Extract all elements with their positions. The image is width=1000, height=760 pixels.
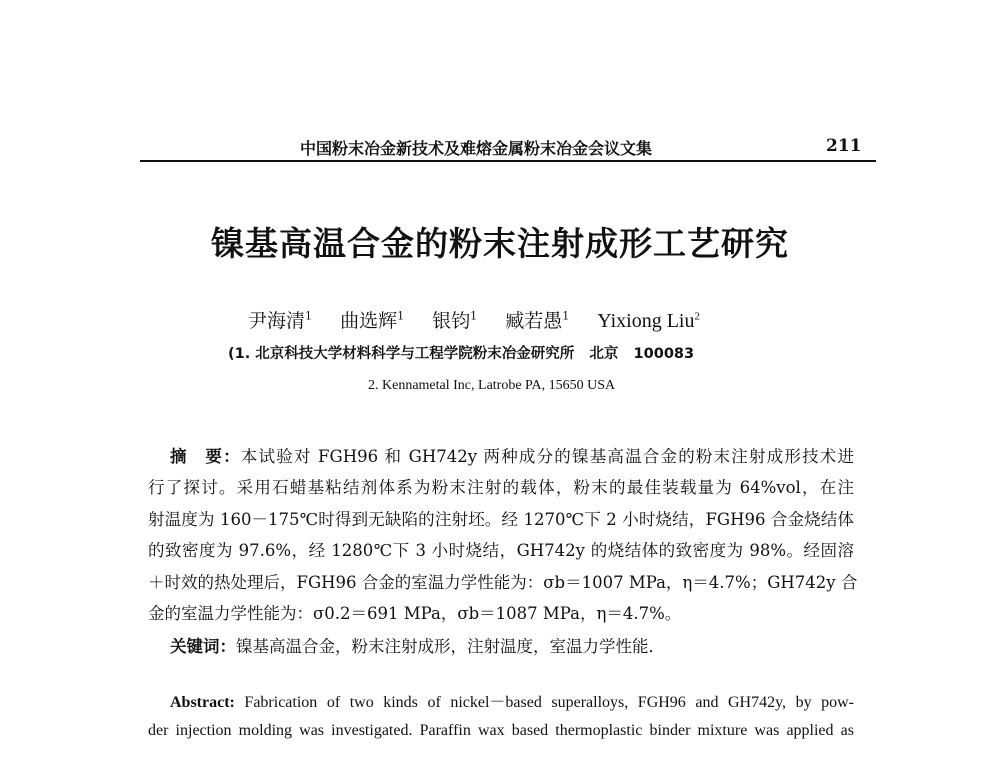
abstract-label: 摘 要： bbox=[170, 447, 241, 466]
author-name: 尹海清 bbox=[248, 310, 306, 332]
abstract-en-line: der injection molding was investigated. Paraffin wax based thermoplastic binder mixture was applied as bbox=[148, 722, 854, 739]
abstract-cn-line: 行了探讨。采用石蜡基粘结剂体系为粉末注射的载体，粉末的最佳装载量为 64%vol，在注 bbox=[148, 478, 854, 497]
affiliation-1: (1. 北京科技大学材料科学与工程学院粉末冶金研究所 北京 100083 bbox=[228, 346, 695, 362]
running-header: 中国粉末冶金新技术及难熔金属粉末冶金会议文集 bbox=[300, 139, 653, 158]
author-name: 银钧 bbox=[432, 310, 471, 332]
author bbox=[340, 310, 404, 332]
abstract-cn-line bbox=[170, 443, 854, 465]
abstract-cn-line: ＋时效的热处理后，FGH96 合金的室温力学性能为：σb＝1007 MPa，η＝4.7%；GH742y 合 bbox=[148, 573, 858, 592]
abstract-en-text: Fabrication of two kinds of nickel－based superalloys, FGH96 and GH742y, by pow- bbox=[244, 694, 855, 711]
author-list bbox=[248, 306, 700, 333]
keywords-label: 关键词： bbox=[170, 637, 236, 656]
author bbox=[505, 310, 569, 332]
keywords bbox=[170, 633, 876, 655]
author-name: 曲选辉 bbox=[340, 310, 398, 332]
author bbox=[248, 310, 312, 332]
aff-mark: 1 bbox=[397, 309, 405, 323]
abstract-cn-line: 的致密度为 97.6%，经 1280℃下 3 小时烧结，GH742y 的烧结体的致密度为 98%。经固溶 bbox=[148, 541, 854, 560]
author bbox=[597, 310, 700, 332]
aff-mark: 1 bbox=[562, 309, 570, 323]
author-name: 臧若愚 bbox=[505, 310, 563, 332]
affiliation-2: 2. Kennametal Inc, Latrobe PA, 15650 USA bbox=[368, 378, 616, 393]
author-name: Yixiong Liu bbox=[597, 310, 695, 332]
aff-mark: 1 bbox=[305, 309, 313, 323]
aff-mark: 2 bbox=[694, 310, 700, 323]
paper-title: 镍基高温合金的粉末注射成形工艺研究 bbox=[211, 224, 789, 263]
aff-mark: 1 bbox=[470, 309, 478, 323]
page-number: 211 bbox=[826, 136, 862, 156]
abstract-text: 本试验对 FGH96 和 GH742y 两种成分的镍基高温合金的粉末注射成形技术进 bbox=[240, 447, 854, 466]
abstract-en-line bbox=[170, 689, 854, 711]
abstract-en-label: Abstract: bbox=[170, 694, 235, 711]
keywords-text: 镍基高温合金，粉末注射成形，注射温度，室温力学性能． bbox=[236, 637, 665, 656]
abstract-cn-line: 金的室温力学性能为：σ0.2＝691 MPa，σb＝1087 MPa，η＝4.7%。 bbox=[148, 604, 682, 623]
abstract-cn-line: 射温度为 160－175℃时得到无缺陷的注射坯。经 1270℃下 2 小时烧结，FGH96 合金烧结体 bbox=[148, 510, 854, 529]
author bbox=[432, 310, 477, 332]
header-rule bbox=[140, 160, 876, 162]
